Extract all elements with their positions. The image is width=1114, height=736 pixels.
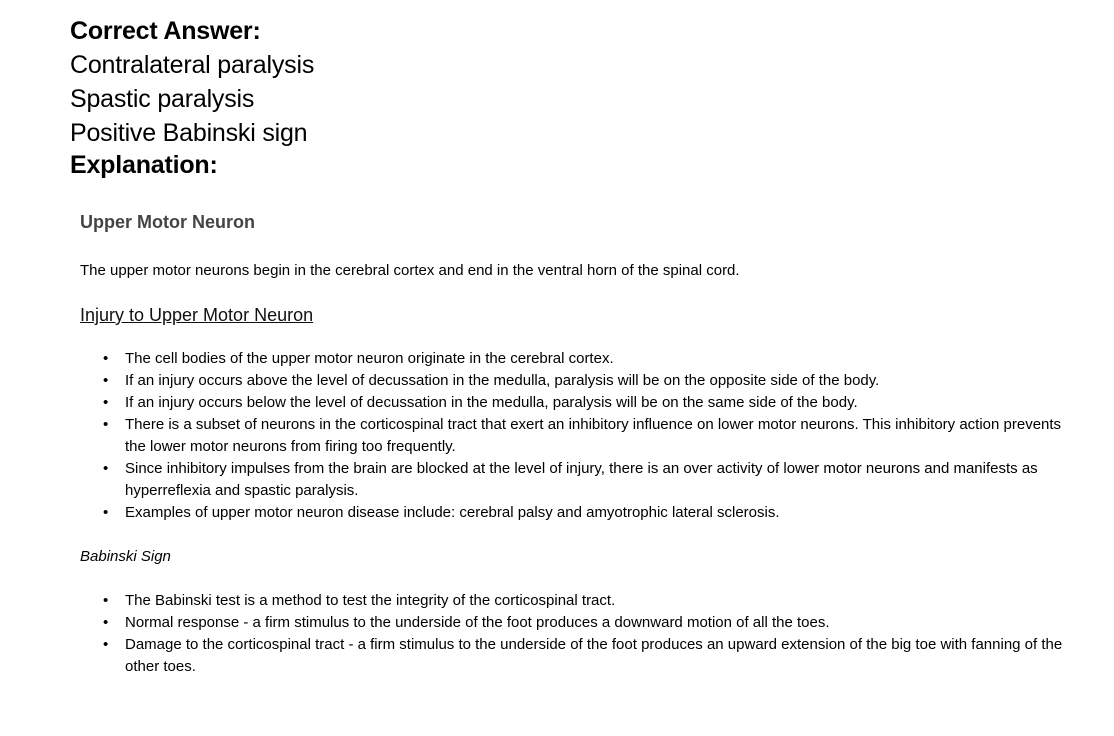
list-item — [103, 414, 1065, 458]
explanation-content — [80, 208, 1070, 678]
list-item-text: Since inhibitory impulses from the brain are blocked at the level of injury, there is an over activity of lower motor neurons and manifests as hyperreflexia and spastic paralysis. — [125, 460, 1038, 499]
babinski-bullet-list — [80, 590, 1065, 678]
list-item-text: If an injury occurs below the level of decussation in the medulla, paralysis will be on the same side of the body. — [125, 394, 858, 411]
section-title: Upper Motor Neuron — [80, 212, 255, 232]
bullet-icon: • — [103, 460, 109, 477]
bullet-icon: • — [103, 372, 109, 389]
bullet-icon: • — [103, 614, 109, 631]
list-item-text: There is a subset of neurons in the corticospinal tract that exert an inhibitory influence on lower motor neurons. This inhibitory action prevents the lower motor neurons from firing too frequently. — [125, 416, 1062, 455]
list-item-text: Examples of upper motor neuron disease include: cerebral palsy and amyotrophic lateral sclerosis. — [125, 504, 780, 521]
list-item — [103, 502, 1065, 524]
bullet-icon: • — [103, 592, 109, 609]
answer-line: Contralateral paralysis — [70, 51, 315, 79]
list-item-text: The Babinski test is a method to test the integrity of the corticospinal tract. — [125, 592, 616, 609]
answer-line: Spastic paralysis — [70, 85, 255, 113]
list-item — [103, 370, 1065, 392]
bullet-icon: • — [103, 504, 109, 521]
injury-heading: Injury to Upper Motor Neuron — [80, 305, 314, 325]
bullet-icon: • — [103, 636, 109, 653]
explanation-heading: Explanation: — [70, 151, 218, 179]
list-item-text: The cell bodies of the upper motor neuron originate in the cerebral cortex. — [125, 350, 614, 367]
list-item — [103, 458, 1065, 502]
list-item-text: Normal response - a firm stimulus to the underside of the foot produces a downward motion of all the toes. — [125, 614, 830, 631]
list-item — [103, 612, 1065, 634]
bullet-icon: • — [103, 350, 109, 367]
list-item-text: Damage to the corticospinal tract - a firm stimulus to the underside of the foot produces an upward extension of the big toe with fanning of the other toes. — [125, 636, 1063, 675]
answer-block — [70, 14, 770, 180]
list-item — [103, 348, 1065, 370]
list-item — [103, 634, 1065, 678]
bullet-icon: • — [103, 394, 109, 411]
list-item — [103, 392, 1065, 414]
answer-line: Positive Babinski sign — [70, 119, 308, 147]
bullet-icon: • — [103, 416, 109, 433]
injury-bullet-list — [80, 348, 1065, 524]
list-item — [103, 590, 1065, 612]
list-item-text: If an injury occurs above the level of decussation in the medulla, paralysis will be on the opposite side of the body. — [125, 372, 880, 389]
babinski-heading: Babinski Sign — [80, 548, 171, 565]
intro-paragraph: The upper motor neurons begin in the cerebral cortex and end in the ventral horn of the spinal cord. — [80, 262, 740, 279]
correct-answer-heading: Correct Answer: — [70, 17, 261, 45]
